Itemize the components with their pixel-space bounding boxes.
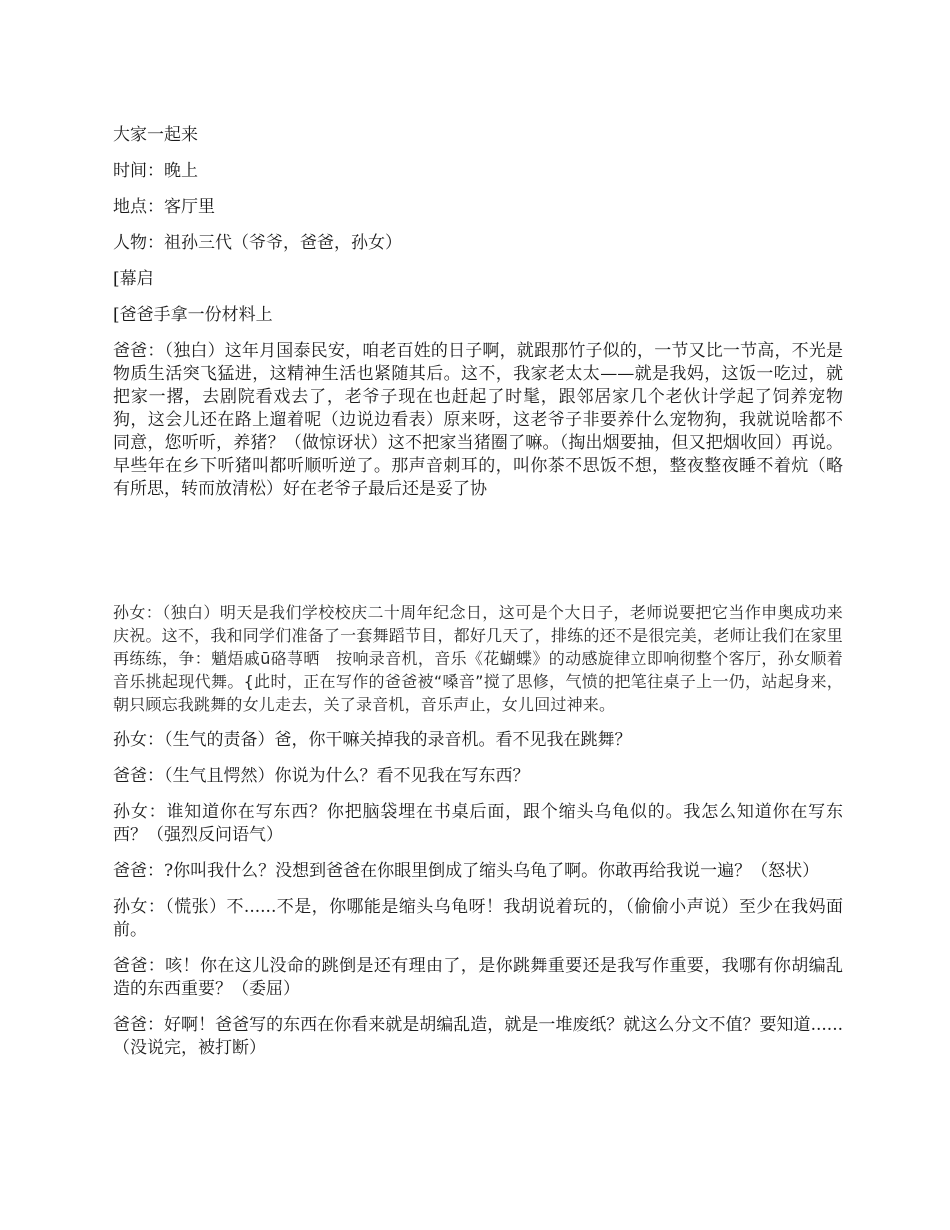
dialogue-girl-3: 孙女：（慌张）不......不是，你哪能是缩头乌龟呀！我胡说着玩的，（偷偷小声说）至少在我妈面前。 (113, 897, 843, 940)
characters-line: 人物：祖孙三代（爷爷，爸爸，孙女） (113, 233, 402, 253)
dad-monologue: 爸爸：（独白）这年月国泰民安，咱老百姓的日子啊，就跟那竹子似的，一节又比一节高，不光是物质生活突飞猛进，这精神生活也紧随其后。这不，我家老太太——就是我妈，这饭一吃过，就把家一撂，去剧院看戏去了，老爷子现在也赶起了时髦，跟邻居家几个老伙计学起了饲养宠物狗，这会儿还在路上遛着呢（边说边看表）原来呀，这老爷子非要养什么宠物狗，我就说啥都不同意，您听听，养猪？（做惊讶状）这不把家当猪圈了嘛。（掏出烟要抽，但又把烟收回）再说。早些年在乡下听猪叫都听顺听逆了。那声音刺耳的，叫你茶不思饭不想，整夜整夜睡不着炕（略有所思，转而放清松）好在老爷子最后还是妥了协 (113, 341, 843, 499)
time-line: 时间：晚上 (113, 161, 198, 181)
document-page (113, 124, 843, 1073)
place-line: 地点：客厅里 (113, 197, 215, 217)
stage-direction-dad-enters: [爸爸手拿一份材料上 (113, 305, 273, 325)
blank-gap (113, 514, 843, 601)
dialogue-girl-1: 孙女：（生气的责备）爸，你干嘛关掉我的录音机。看不见我在跳舞？ (113, 730, 632, 750)
dialogue-dad-4: 爸爸：好啊！爸爸写的东西在你看来就是胡编乱造，就是一堆废纸？就这么分文不值？要知道......（没说完，被打断） (113, 1015, 843, 1058)
girl-monologue: 孙女：（独白）明天是我们学校校庆二十周年纪念日，这可是个大日子，老师说要把它当作申奥成功来庆祝。这不，我和同学们准备了一套舞蹈节目，都好几天了，排练的还不是很完美，老师让我们在家里再练练，争：魈焐戚ū硌荨晒 按响录音机，音乐《花蝴蝶》的动感旋律立即响彻整个客厅，孙女顺着音乐挑起现代舞。{此时，正在写作的爸爸被“嗓音”搅了思修，气愤的把笔往桌子上一仍，站起身来，朝只顾忘我跳舞的女儿走去，关了录音机，音乐声止，女儿回过神来。 (113, 603, 843, 714)
dialogue-girl-2: 孙女：谁知道你在写东西？你把脑袋埋在书桌后面，跟个缩头乌龟似的。我怎么知道你在写东西？（强烈反问语气） (113, 802, 843, 845)
play-title: 大家一起来 (113, 125, 198, 145)
dialogue-dad-2: 爸爸：?你叫我什么？没想到爸爸在你眼里倒成了缩头乌龟了啊。你敢再给我说一遍？（怒状） (113, 861, 820, 881)
dialogue-dad-3: 爸爸：咳！你在这儿没命的跳倒是还有理由了，是你跳舞重要还是我写作重要，我哪有你胡编乱造的东西重要？（委屈） (113, 956, 843, 999)
dialogue-dad-1: 爸爸：（生气且愕然）你说为什么？看不见我在写东西？ (113, 766, 530, 786)
stage-direction-open: [幕启 (113, 269, 154, 289)
